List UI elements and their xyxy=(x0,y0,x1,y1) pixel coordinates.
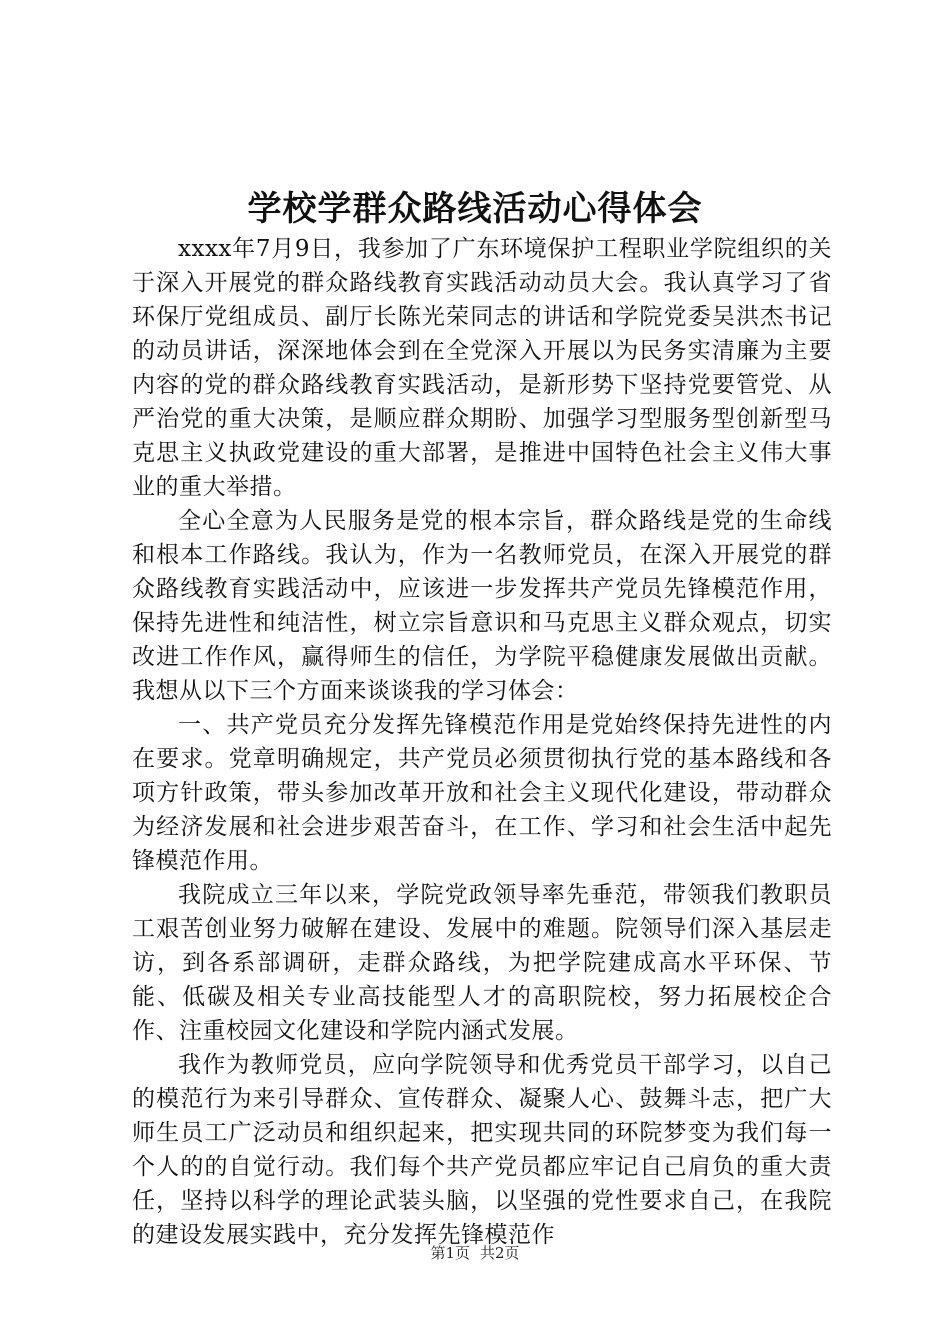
page-footer xyxy=(0,1243,950,1263)
document-body xyxy=(132,232,832,1252)
paragraph-3: 一、共产党员充分发挥先锋模范作用是党始终保持先进性的内在要求。党章明确规定，共产党员必须贯彻执行党的基本路线和各项方针政策，带头参加改革开放和社会主义现代化建设，带动群众为经济发展和社会进步艰苦奋斗，在工作、学习和社会生活中起先锋模范作用。 xyxy=(132,712,832,874)
paragraph-5: 我作为教师党员，应向学院领导和优秀党员干部学习，以自己的模范行为来引导群众、宣传群众、凝聚人心、鼓舞斗志，把广大师生员工广泛动员和组织起来，把实现共同的环院梦变为我们每一个人的的自觉行动。我们每个共产党员都应牢记自己肩负的重大责任，坚持以科学的理论武装头脑，以坚强的党性要求自己，在我院的建设发展实践中，充分发挥先锋模范作 xyxy=(132,1052,832,1248)
document-title: 学校学群众路线活动心得体会 xyxy=(247,189,703,229)
page-number: 第1页 xyxy=(430,1244,470,1262)
paragraph-4: 我院成立三年以来，学院党政领导率先垂范，带领我们教职员工艰苦创业努力破解在建设、发展中的难题。院领导们深入基层走访，到各系部调研，走群众路线，为把学院建成高水平环保、节能、低碳及相关专业高技能型人才的高职院校，努力拓展校企合作、注重校园文化建设和学院内涵式发展。 xyxy=(132,882,832,1044)
paragraph-1: xxxx年7月9日，我参加了广东环境保护工程职业学院组织的关于深入开展党的群众路线教育实践活动动员大会。我认真学习了省环保厅党组成员、副厅长陈光荣同志的讲话和学院党委吴洪杰书记的动员讲话，深深地体会到在全党深入开展以为民务实清廉为主要内容的党的群众路线教育实践活动，是新形势下坚持党要管党、从严治党的重大决策，是顺应群众期盼、加强学习型服务型创新型马克思主义执政党建设的重大部署，是推进中国特色社会主义伟大事业的重大举措。 xyxy=(132,236,832,500)
paragraph-2: 全心全意为人民服务是党的根本宗旨，群众路线是党的生命线和根本工作路线。我认为，作为一名教师党员，在深入开展党的群众路线教育实践活动中，应该进一步发挥共产党员先锋模范作用，保持先进性和纯洁性，树立宗旨意识和马克思主义群众观点，切实改进工作作风，赢得师生的信任，为学院平稳健康发展做出贡献。我想从以下三个方面来谈谈我的学习体会： xyxy=(132,508,832,704)
page-total: 共2页 xyxy=(480,1244,520,1262)
